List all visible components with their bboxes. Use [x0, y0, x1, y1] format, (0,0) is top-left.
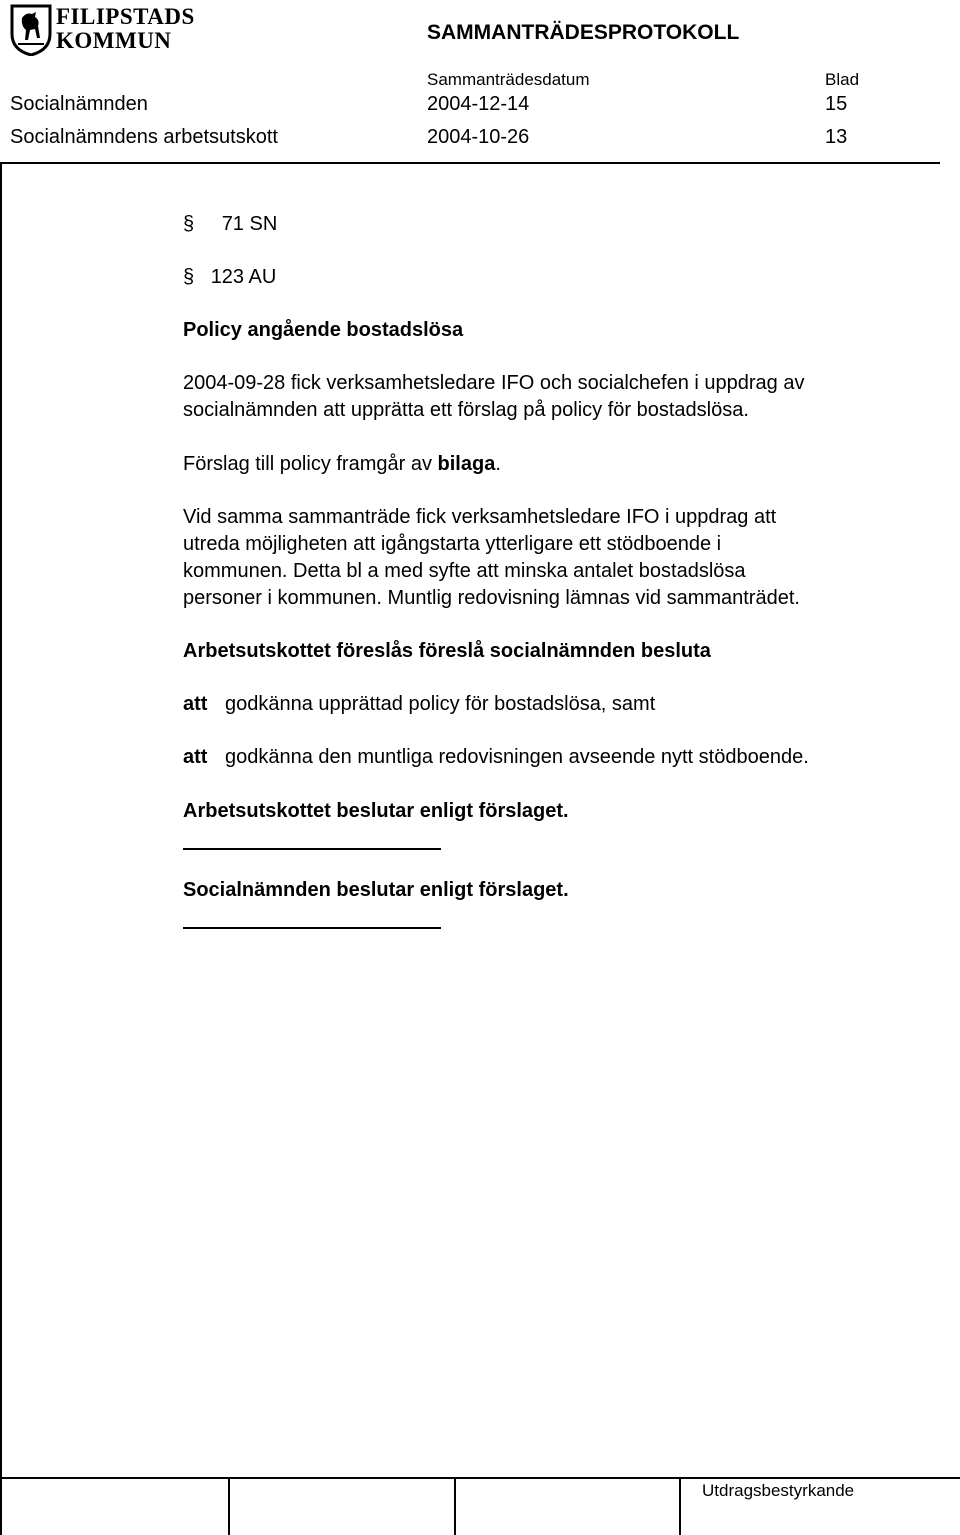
paragraph-background — [183, 370, 804, 424]
section-sign-icon: § — [183, 213, 195, 235]
signature-box-divider — [679, 1477, 681, 1535]
signature-box-divider — [454, 1477, 456, 1535]
proposal-heading: Arbetsutskottet föreslås föreslå socialnämnden besluta — [183, 640, 711, 662]
decision-separator — [183, 848, 441, 850]
committee-name: Socialnämnden — [10, 93, 148, 115]
text-line: 2004-09-28 fick verksamhetsledare IFO och socialchefen i uppdrag av — [183, 372, 805, 394]
paragraph-au-label: 123 AU — [210, 266, 277, 288]
attachment-reference: bilaga — [437, 453, 496, 475]
header-divider — [0, 162, 940, 164]
att-label: att — [183, 693, 208, 715]
case-heading: Policy angående bostadslösa — [183, 319, 464, 341]
logo-text-line2: KOMMUN — [56, 28, 172, 53]
coat-of-arms-icon — [10, 4, 52, 56]
decision-item-2 — [183, 744, 809, 771]
board-decision: Socialnämnden beslutar enligt förslaget. — [183, 879, 569, 901]
paragraph-attachment — [183, 451, 501, 478]
committee-name: Socialnämndens arbetsutskott — [10, 126, 278, 148]
text-line: Vid samma sammanträde fick verksamhetsledare IFO i uppdrag att — [183, 506, 777, 528]
text-span: Förslag till policy framgår av — [183, 453, 438, 475]
paragraph-sn-label: 71 SN — [221, 213, 278, 235]
logo-text-line1: FILIPSTADS — [56, 4, 195, 29]
certification-label: Utdragsbestyrkande — [702, 1481, 855, 1500]
paragraph-number-sn — [183, 211, 277, 238]
decision-text: godkänna upprättad policy för bostadslösa, samt — [225, 693, 656, 715]
page-number: 13 — [825, 126, 848, 148]
att-label: att — [183, 746, 208, 768]
decision-separator — [183, 927, 441, 929]
meeting-date: 2004-10-26 — [427, 126, 530, 148]
signature-box-divider — [228, 1477, 230, 1535]
meeting-date: 2004-12-14 — [427, 93, 530, 115]
page-number: 15 — [825, 93, 848, 115]
page-label: Blad — [825, 70, 860, 89]
text-line: utreda möjligheten att igångstarta ytterligare ett stödboende i — [183, 533, 722, 555]
text-line: personer i kommunen. Muntlig redovisning lämnas vid sammanträdet. — [183, 587, 800, 609]
footer-divider — [0, 1477, 960, 1479]
paragraph-number-au — [183, 264, 276, 291]
text-span: . — [495, 453, 501, 475]
document-title: SAMMANTRÄDESPROTOKOLL — [427, 21, 740, 44]
section-sign-icon: § — [183, 266, 195, 288]
meeting-date-label: Sammanträdesdatum — [427, 70, 590, 89]
text-line: socialnämnden att upprätta ett förslag på policy för bostadslösa. — [183, 399, 749, 421]
paragraph-assignment — [183, 504, 800, 612]
left-border — [0, 162, 2, 1535]
decision-item-1 — [183, 691, 655, 718]
municipality-logo — [10, 4, 210, 56]
decision-text: godkänna den muntliga redovisningen avseende nytt stödboende. — [225, 746, 809, 768]
text-line: kommunen. Detta bl a med syfte att minska antalet bostadslösa — [183, 560, 746, 582]
committee-decision: Arbetsutskottet beslutar enligt förslaget. — [183, 800, 569, 822]
